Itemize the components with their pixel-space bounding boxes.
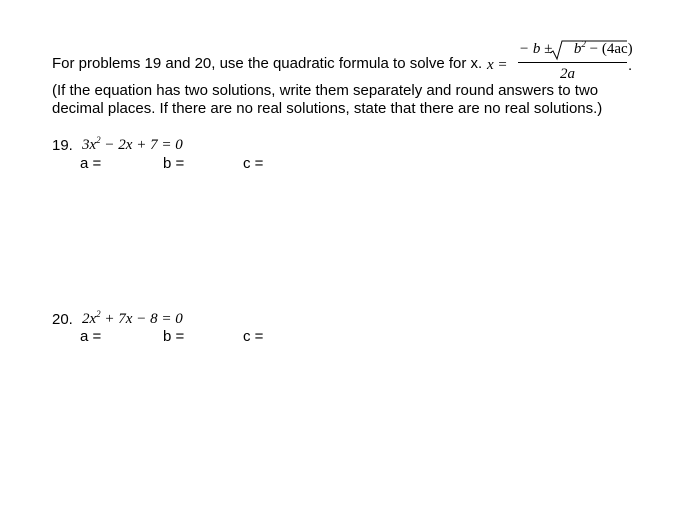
formula-radicand-b: b xyxy=(573,41,582,57)
formula-num-prefix: − b ± xyxy=(519,41,553,57)
formula-radicand-rest: − (4ac) xyxy=(585,41,633,57)
coefficient-b-label: b = xyxy=(163,328,185,345)
equation-rest: − 2x + 7 = 0 xyxy=(100,137,183,153)
equation-lead-term: 2x xyxy=(82,311,97,327)
instruction-line-3: decimal places. If there are no real solutions, state that there are no real solutions.) xyxy=(52,100,603,117)
instruction-line-1: For problems 19 and 20, use the quadratic formula to solve for x. xyxy=(52,55,483,72)
equation-lead-term: 3x xyxy=(82,137,97,153)
problem-equation xyxy=(82,137,183,154)
square-root-sign-icon xyxy=(549,40,629,62)
coefficient-c-label: c = xyxy=(243,328,264,345)
coefficient-b-label: b = xyxy=(163,155,185,172)
equation-rest: + 7x − 8 = 0 xyxy=(100,311,183,327)
equation-exponent: 2 xyxy=(96,309,101,319)
instruction-line-2: (If the equation has two solutions, write them separately and round answers to two xyxy=(52,82,599,99)
coefficient-c-label: c = xyxy=(243,155,264,172)
coefficient-a-label: a = xyxy=(80,155,102,172)
formula-trailing-period: . xyxy=(628,57,633,74)
problem-number: 19. xyxy=(52,137,73,154)
formula-denominator: 2a xyxy=(560,66,575,82)
formula-lhs: x = xyxy=(487,57,508,73)
problem-number: 20. xyxy=(52,311,73,328)
formula-radicand-exp: 2 xyxy=(581,39,586,49)
coefficient-a-label: a = xyxy=(80,328,102,345)
equation-exponent: 2 xyxy=(96,135,101,145)
fraction-bar xyxy=(518,62,627,63)
problem-equation xyxy=(82,311,183,328)
